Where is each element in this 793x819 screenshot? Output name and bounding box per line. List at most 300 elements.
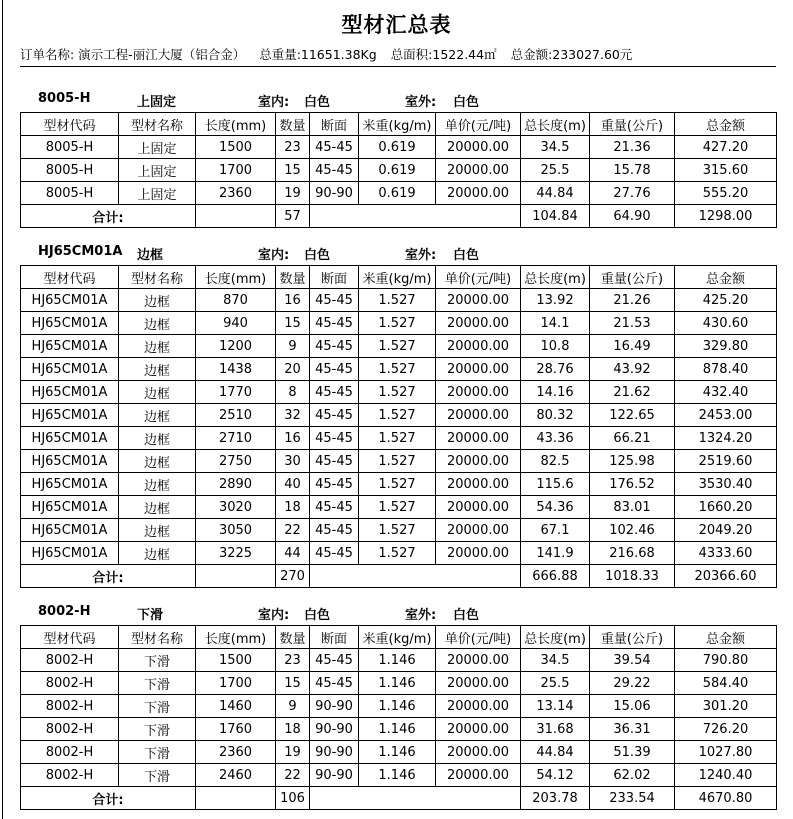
table-cell: 44.84 <box>521 741 590 764</box>
table-row <box>21 519 777 542</box>
table-cell: HJ65CM01A <box>21 450 119 473</box>
table-cell: HJ65CM01A <box>21 289 119 312</box>
column-header: 型材名称 <box>119 113 196 136</box>
column-header: 总金额 <box>675 113 777 136</box>
table-cell: 90-90 <box>310 764 359 787</box>
table-cell: 141.9 <box>521 542 590 565</box>
indoor-color: 白色 <box>304 608 331 623</box>
table-row <box>21 381 777 404</box>
table-cell: 16 <box>276 289 310 312</box>
table-cell: 15 <box>276 159 310 182</box>
table-cell: 44.84 <box>521 182 590 205</box>
table-cell: 51.39 <box>590 741 675 764</box>
table-cell: 66.21 <box>590 427 675 450</box>
table-cell: 1.527 <box>359 381 436 404</box>
section-header <box>20 601 776 625</box>
table-cell: 8005-H <box>21 182 119 205</box>
table-cell: 790.80 <box>675 649 777 672</box>
table-cell: 9 <box>276 335 310 358</box>
table-cell: 20000.00 <box>436 404 521 427</box>
table-cell: 45-45 <box>310 519 359 542</box>
table-row <box>21 335 777 358</box>
table-cell: 23 <box>276 649 310 672</box>
table-cell: 21.53 <box>590 312 675 335</box>
outdoor-label: 室外: <box>405 608 437 623</box>
column-header: 断面 <box>310 113 359 136</box>
table-cell: 边框 <box>119 519 196 542</box>
table-cell: 45-45 <box>310 289 359 312</box>
table-row <box>21 159 777 182</box>
table-cell: 32 <box>276 404 310 427</box>
table-cell: 16.49 <box>590 335 675 358</box>
total-label: 合计: <box>21 787 196 810</box>
table-cell: 1.527 <box>359 473 436 496</box>
table-cell: 20000.00 <box>436 496 521 519</box>
table-cell: 下滑 <box>119 718 196 741</box>
table-cell: 19 <box>276 182 310 205</box>
total-area: 总面积:1522.44㎡ <box>390 47 497 62</box>
table-cell: 45-45 <box>310 404 359 427</box>
table-cell: 45-45 <box>310 312 359 335</box>
table-cell: 1500 <box>196 136 276 159</box>
table-cell: HJ65CM01A <box>21 519 119 542</box>
column-header: 单价(元/吨) <box>436 113 521 136</box>
table-cell: 1.527 <box>359 335 436 358</box>
table-cell: 10.8 <box>521 335 590 358</box>
total-empty-cell <box>196 787 276 810</box>
table-row <box>21 672 777 695</box>
indoor-label: 室内: <box>258 248 290 263</box>
table-cell: 301.20 <box>675 695 777 718</box>
total-length: 203.78 <box>521 787 590 810</box>
table-cell: 90-90 <box>310 182 359 205</box>
table-cell: 21.62 <box>590 381 675 404</box>
total-amount: 总金额:233027.60元 <box>510 47 633 62</box>
table-cell: 1700 <box>196 672 276 695</box>
total-weight-cell: 233.54 <box>590 787 675 810</box>
table-cell: 18 <box>276 496 310 519</box>
column-header: 断面 <box>310 626 359 649</box>
table-cell: 20000.00 <box>436 473 521 496</box>
table-row <box>21 496 777 519</box>
order-name: 订单名称: 演示工程-丽江大厦（铝合金） <box>20 47 246 62</box>
table-cell: 2360 <box>196 741 276 764</box>
table-header-row <box>21 626 777 649</box>
column-header: 型材代码 <box>21 626 119 649</box>
table-cell: 下滑 <box>119 695 196 718</box>
table-cell: 20000.00 <box>436 764 521 787</box>
table-cell: 20000.00 <box>436 741 521 764</box>
column-header: 型材代码 <box>21 266 119 289</box>
table-cell: 584.40 <box>675 672 777 695</box>
table-cell: 下滑 <box>119 672 196 695</box>
table-cell: 2890 <box>196 473 276 496</box>
column-header: 数量 <box>276 626 310 649</box>
column-header: 型材名称 <box>119 626 196 649</box>
table-row <box>21 289 777 312</box>
column-header: 数量 <box>276 266 310 289</box>
table-cell: 30 <box>276 450 310 473</box>
table-cell: 8002-H <box>21 718 119 741</box>
table-cell: 1460 <box>196 695 276 718</box>
indoor-label: 室内: <box>258 608 290 623</box>
profile-table <box>20 625 777 810</box>
table-cell: 34.5 <box>521 649 590 672</box>
profile-table <box>20 112 777 228</box>
section-name: 下滑 <box>137 608 164 623</box>
table-cell: 82.5 <box>521 450 590 473</box>
table-cell: 20000.00 <box>436 718 521 741</box>
table-cell: 20 <box>276 358 310 381</box>
table-cell: 1.527 <box>359 542 436 565</box>
table-cell: 1.527 <box>359 312 436 335</box>
table-row <box>21 764 777 787</box>
section-name: 上固定 <box>137 95 177 110</box>
outdoor-color: 白色 <box>453 95 480 110</box>
table-cell: 1500 <box>196 649 276 672</box>
total-length: 666.88 <box>521 565 590 588</box>
order-summary <box>20 45 642 63</box>
column-header: 型材名称 <box>119 266 196 289</box>
column-header: 型材代码 <box>21 113 119 136</box>
total-length: 104.84 <box>521 205 590 228</box>
page-left-border <box>2 0 3 819</box>
column-header: 重量(公斤) <box>590 626 675 649</box>
table-cell: 83.01 <box>590 496 675 519</box>
table-cell: 15 <box>276 312 310 335</box>
table-cell: 3020 <box>196 496 276 519</box>
table-row <box>21 718 777 741</box>
table-cell: 1700 <box>196 159 276 182</box>
table-cell: 1200 <box>196 335 276 358</box>
table-row <box>21 450 777 473</box>
table-row <box>21 358 777 381</box>
table-cell: 2049.20 <box>675 519 777 542</box>
table-cell: 0.619 <box>359 136 436 159</box>
table-cell: 62.02 <box>590 764 675 787</box>
total-empty-cell <box>196 205 276 228</box>
table-cell: 20000.00 <box>436 427 521 450</box>
table-cell: 45-45 <box>310 496 359 519</box>
total-amount-cell: 4670.80 <box>675 787 777 810</box>
table-row <box>21 312 777 335</box>
table-cell: 90-90 <box>310 718 359 741</box>
table-cell: 15.06 <box>590 695 675 718</box>
table-cell: 22 <box>276 764 310 787</box>
table-cell: 878.40 <box>675 358 777 381</box>
table-cell: 1.146 <box>359 741 436 764</box>
table-cell: 2519.60 <box>675 450 777 473</box>
table-cell: 4333.60 <box>675 542 777 565</box>
header-divider <box>20 66 776 67</box>
table-header-row <box>21 113 777 136</box>
table-cell: HJ65CM01A <box>21 381 119 404</box>
table-cell: 2360 <box>196 182 276 205</box>
table-cell: 20000.00 <box>436 312 521 335</box>
table-cell: 430.60 <box>675 312 777 335</box>
table-cell: 45-45 <box>310 335 359 358</box>
table-cell: 1.527 <box>359 519 436 542</box>
table-cell: 3225 <box>196 542 276 565</box>
section-header <box>20 241 776 265</box>
table-cell: 427.20 <box>675 136 777 159</box>
table-cell: 90-90 <box>310 741 359 764</box>
table-cell: 726.20 <box>675 718 777 741</box>
table-cell: 8002-H <box>21 649 119 672</box>
column-header: 单价(元/吨) <box>436 266 521 289</box>
table-cell: 176.52 <box>590 473 675 496</box>
table-row <box>21 695 777 718</box>
column-header: 断面 <box>310 266 359 289</box>
total-row <box>21 787 777 810</box>
table-cell: 54.36 <box>521 496 590 519</box>
table-cell: 8002-H <box>21 764 119 787</box>
column-header: 总金额 <box>675 266 777 289</box>
table-cell: 2460 <box>196 764 276 787</box>
column-header: 总长度(m) <box>521 113 590 136</box>
table-cell: 122.65 <box>590 404 675 427</box>
table-cell: 45-45 <box>310 159 359 182</box>
table-cell: 20000.00 <box>436 450 521 473</box>
table-cell: 45-45 <box>310 136 359 159</box>
total-row <box>21 565 777 588</box>
table-cell: 边框 <box>119 289 196 312</box>
table-cell: 边框 <box>119 312 196 335</box>
table-row <box>21 427 777 450</box>
table-cell: 870 <box>196 289 276 312</box>
indoor-label: 室内: <box>258 95 290 110</box>
column-header: 长度(mm) <box>196 266 276 289</box>
section-code: 8002-H <box>38 604 91 619</box>
total-quantity: 106 <box>276 787 310 810</box>
total-empty-cell <box>310 787 521 810</box>
column-header: 总长度(m) <box>521 626 590 649</box>
table-cell: 28.76 <box>521 358 590 381</box>
table-cell: 1.146 <box>359 718 436 741</box>
table-row <box>21 136 777 159</box>
section-header <box>20 88 776 112</box>
total-amount-cell: 1298.00 <box>675 205 777 228</box>
table-cell: HJ65CM01A <box>21 473 119 496</box>
table-cell: HJ65CM01A <box>21 335 119 358</box>
total-quantity: 270 <box>276 565 310 588</box>
table-cell: 1324.20 <box>675 427 777 450</box>
table-cell: 2453.00 <box>675 404 777 427</box>
table-cell: HJ65CM01A <box>21 358 119 381</box>
table-cell: 21.26 <box>590 289 675 312</box>
table-cell: 8005-H <box>21 136 119 159</box>
table-cell: HJ65CM01A <box>21 404 119 427</box>
table-cell: 425.20 <box>675 289 777 312</box>
profile-table <box>20 265 777 588</box>
column-header: 重量(公斤) <box>590 266 675 289</box>
table-row <box>21 182 777 205</box>
profile-section <box>20 241 776 588</box>
table-cell: 1770 <box>196 381 276 404</box>
outdoor-color: 白色 <box>453 608 480 623</box>
table-cell: 8002-H <box>21 672 119 695</box>
table-cell: 20000.00 <box>436 335 521 358</box>
table-cell: 36.31 <box>590 718 675 741</box>
table-cell: 329.80 <box>675 335 777 358</box>
table-cell: 54.12 <box>521 764 590 787</box>
table-cell: 45-45 <box>310 358 359 381</box>
profile-section <box>20 88 776 228</box>
section-code: HJ65CM01A <box>38 244 123 259</box>
section-name: 边框 <box>137 248 164 263</box>
table-cell: 20000.00 <box>436 182 521 205</box>
table-cell: 39.54 <box>590 649 675 672</box>
column-header: 总长度(m) <box>521 266 590 289</box>
total-weight-cell: 64.90 <box>590 205 675 228</box>
table-cell: 44 <box>276 542 310 565</box>
total-empty-cell <box>196 565 276 588</box>
column-header: 单价(元/吨) <box>436 626 521 649</box>
table-row <box>21 473 777 496</box>
table-cell: 22 <box>276 519 310 542</box>
table-cell: HJ65CM01A <box>21 427 119 450</box>
table-cell: 边框 <box>119 427 196 450</box>
table-cell: 19 <box>276 741 310 764</box>
column-header: 米重(kg/m) <box>359 266 436 289</box>
table-cell: 3530.40 <box>675 473 777 496</box>
outdoor-color: 白色 <box>453 248 480 263</box>
table-cell: 27.76 <box>590 182 675 205</box>
indoor-color: 白色 <box>304 248 331 263</box>
table-cell: 下滑 <box>119 764 196 787</box>
table-cell: 边框 <box>119 496 196 519</box>
indoor-color: 白色 <box>304 95 331 110</box>
column-header: 数量 <box>276 113 310 136</box>
table-cell: 80.32 <box>521 404 590 427</box>
table-cell: 上固定 <box>119 136 196 159</box>
table-cell: 2710 <box>196 427 276 450</box>
table-cell: 20000.00 <box>436 136 521 159</box>
table-cell: 18 <box>276 718 310 741</box>
table-cell: 21.36 <box>590 136 675 159</box>
table-cell: 8002-H <box>21 695 119 718</box>
table-cell: 45-45 <box>310 427 359 450</box>
table-cell: 13.92 <box>521 289 590 312</box>
table-cell: 43.36 <box>521 427 590 450</box>
table-cell: 边框 <box>119 450 196 473</box>
table-cell: 1.146 <box>359 695 436 718</box>
table-cell: 20000.00 <box>436 672 521 695</box>
total-label: 合计: <box>21 565 196 588</box>
column-header: 重量(公斤) <box>590 113 675 136</box>
table-cell: 25.5 <box>521 672 590 695</box>
table-cell: 20000.00 <box>436 649 521 672</box>
table-row <box>21 649 777 672</box>
profile-section <box>20 601 776 810</box>
table-cell: 20000.00 <box>436 159 521 182</box>
table-cell: 29.22 <box>590 672 675 695</box>
table-cell: 1438 <box>196 358 276 381</box>
total-weight: 总重量:11651.38Kg <box>259 47 377 62</box>
total-quantity: 57 <box>276 205 310 228</box>
total-row <box>21 205 777 228</box>
total-label: 合计: <box>21 205 196 228</box>
table-cell: 边框 <box>119 358 196 381</box>
table-cell: 13.14 <box>521 695 590 718</box>
table-cell: 45-45 <box>310 381 359 404</box>
page-title: 型材汇总表 <box>341 13 452 37</box>
table-cell: 边框 <box>119 473 196 496</box>
table-cell: 125.98 <box>590 450 675 473</box>
table-cell: 14.16 <box>521 381 590 404</box>
table-cell: 43.92 <box>590 358 675 381</box>
total-weight-cell: 1018.33 <box>590 565 675 588</box>
table-cell: 1.527 <box>359 289 436 312</box>
table-cell: 20000.00 <box>436 381 521 404</box>
table-cell: 45-45 <box>310 649 359 672</box>
table-cell: 115.6 <box>521 473 590 496</box>
table-cell: 23 <box>276 136 310 159</box>
outdoor-label: 室外: <box>405 95 437 110</box>
table-cell: 1.527 <box>359 427 436 450</box>
table-cell: 1.527 <box>359 450 436 473</box>
table-row <box>21 404 777 427</box>
column-header: 长度(mm) <box>196 626 276 649</box>
table-cell: 1.146 <box>359 649 436 672</box>
table-cell: 下滑 <box>119 741 196 764</box>
table-cell: 1240.40 <box>675 764 777 787</box>
table-cell: 31.68 <box>521 718 590 741</box>
table-cell: 40 <box>276 473 310 496</box>
table-cell: 2750 <box>196 450 276 473</box>
table-cell: 45-45 <box>310 542 359 565</box>
table-cell: 45-45 <box>310 450 359 473</box>
table-cell: 1.146 <box>359 672 436 695</box>
table-cell: 1.527 <box>359 404 436 427</box>
table-cell: 25.5 <box>521 159 590 182</box>
table-cell: 8002-H <box>21 741 119 764</box>
table-cell: 45-45 <box>310 473 359 496</box>
table-row <box>21 542 777 565</box>
table-cell: 1660.20 <box>675 496 777 519</box>
table-cell: HJ65CM01A <box>21 542 119 565</box>
table-cell: 216.68 <box>590 542 675 565</box>
total-amount-cell: 20366.60 <box>675 565 777 588</box>
total-empty-cell <box>310 565 521 588</box>
table-cell: 15.78 <box>590 159 675 182</box>
table-cell: 20000.00 <box>436 358 521 381</box>
table-cell: 1760 <box>196 718 276 741</box>
table-cell: 315.60 <box>675 159 777 182</box>
table-cell: 20000.00 <box>436 695 521 718</box>
table-cell: 边框 <box>119 542 196 565</box>
column-header: 总金额 <box>675 626 777 649</box>
table-row <box>21 741 777 764</box>
table-cell: 14.1 <box>521 312 590 335</box>
section-code: 8005-H <box>38 91 91 106</box>
table-cell: 边框 <box>119 404 196 427</box>
table-cell: 0.619 <box>359 159 436 182</box>
table-cell: 8 <box>276 381 310 404</box>
table-cell: 1.527 <box>359 496 436 519</box>
column-header: 长度(mm) <box>196 113 276 136</box>
table-header-row <box>21 266 777 289</box>
table-cell: 边框 <box>119 381 196 404</box>
table-cell: 20000.00 <box>436 519 521 542</box>
table-cell: 9 <box>276 695 310 718</box>
table-cell: 432.40 <box>675 381 777 404</box>
table-cell: 102.46 <box>590 519 675 542</box>
table-cell: HJ65CM01A <box>21 496 119 519</box>
table-cell: 2510 <box>196 404 276 427</box>
table-cell: 20000.00 <box>436 289 521 312</box>
table-cell: 940 <box>196 312 276 335</box>
